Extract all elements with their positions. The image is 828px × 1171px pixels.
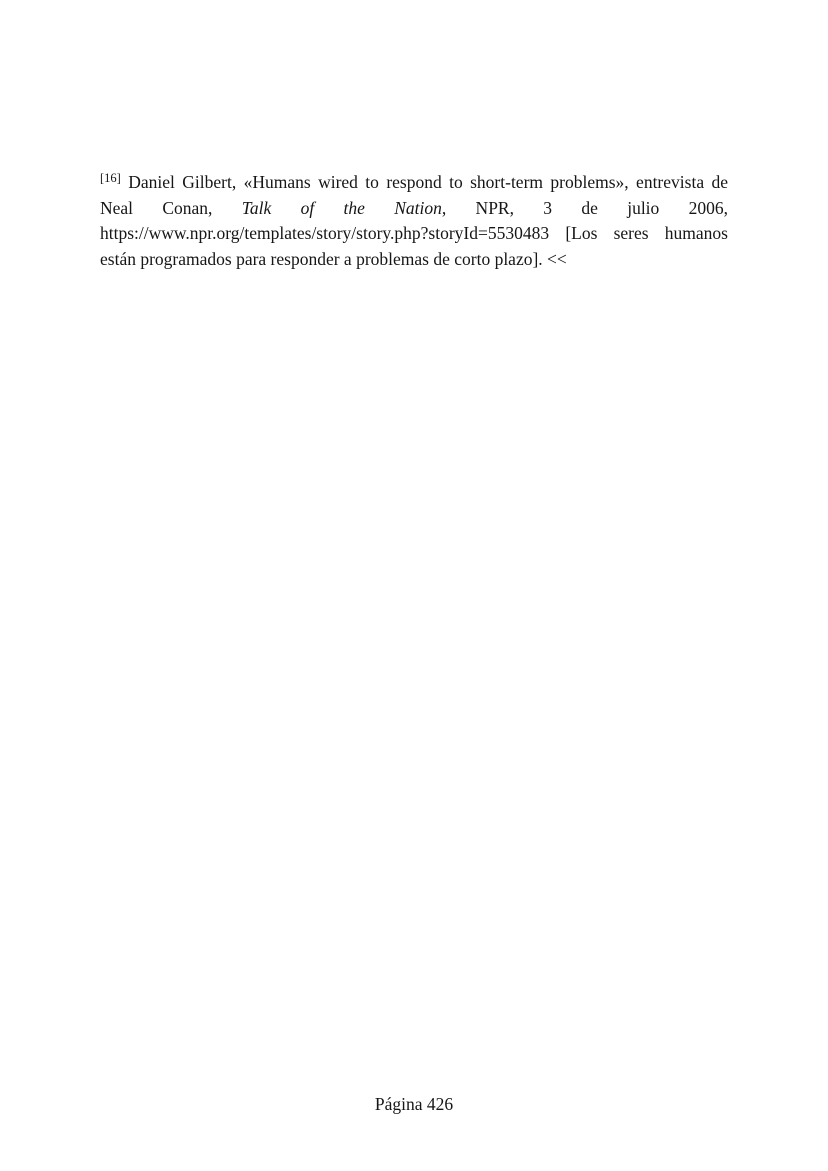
footnote-text-after: , NPR, 3 de julio 2006, <box>441 197 728 218</box>
page-number-label: Página 426 <box>374 1094 454 1114</box>
footnote-text-before: Daniel Gilbert, «Humans wired to respond to short-term problems», entrevista de Neal Conan, <box>100 172 728 218</box>
footnote-16 <box>100 170 728 272</box>
footnote-url: https://www.npr.org/templates/story/story.php?storyId=5530483 <box>100 223 550 243</box>
footnote-work-title: Talk of the Nation <box>241 197 442 218</box>
footnote-backlink[interactable]: << <box>547 248 567 269</box>
footnote-translation: [Los seres humanos están programados para responder a problemas de corto plazo]. <box>100 223 728 269</box>
footnote-marker: [16] <box>100 171 121 185</box>
